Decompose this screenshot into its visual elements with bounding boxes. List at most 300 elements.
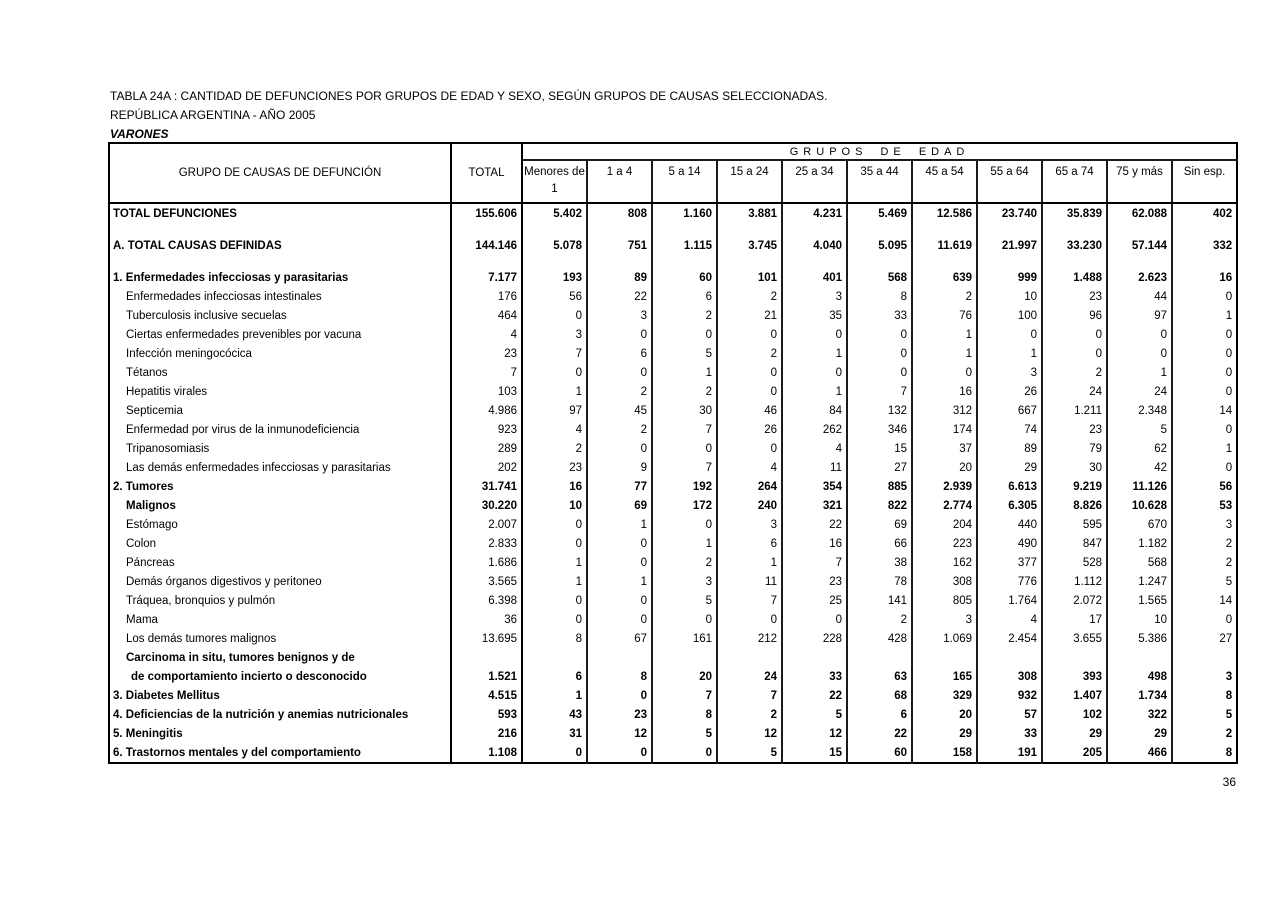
- cell-age-value: 29: [1107, 724, 1172, 743]
- cell-total: [451, 223, 522, 236]
- spacer-row: [109, 223, 1237, 236]
- cell-age-value: 0: [587, 439, 652, 458]
- cell-age-value: 3: [912, 610, 977, 629]
- cell-age-value: 751: [587, 236, 652, 255]
- cell-age-value: 66: [847, 534, 912, 553]
- cell-age-value: 3: [1172, 515, 1237, 534]
- cell-age-value: 30: [1042, 458, 1107, 477]
- cell-age-value: 30: [652, 401, 717, 420]
- cell-age-value: 4.040: [782, 236, 847, 255]
- table-row: [109, 629, 1237, 648]
- cell-age-value: 6: [587, 344, 652, 363]
- table-row: [109, 401, 1237, 420]
- cell-age-value: 191: [977, 743, 1042, 763]
- cell-age-value: [522, 648, 587, 667]
- cell-age-value: 1: [652, 363, 717, 382]
- cell-age-value: 0: [717, 439, 782, 458]
- cell-age-value: 1.565: [1107, 591, 1172, 610]
- cell-age-value: 8: [522, 629, 587, 648]
- cell-age-value: 9: [587, 458, 652, 477]
- cell-age-value: 0: [652, 610, 717, 629]
- cell-age-value: 308: [977, 667, 1042, 686]
- cell-age-value: 10: [1107, 610, 1172, 629]
- cell-total: 103: [451, 382, 522, 401]
- cell-age-value: 12.586: [912, 203, 977, 223]
- cell-total: 176: [451, 287, 522, 306]
- cell-age-value: 20: [912, 705, 977, 724]
- cell-age-value: 76: [912, 306, 977, 325]
- cell-age-value: 8.826: [1042, 496, 1107, 515]
- cell-total: [451, 255, 522, 268]
- cell-age-value: 885: [847, 477, 912, 496]
- cell-age-value: [1042, 223, 1107, 236]
- cell-age-value: 2: [587, 420, 652, 439]
- cell-age-value: 1.069: [912, 629, 977, 648]
- row-label: Las demás enfermedades infecciosas y parasitarias: [126, 461, 391, 474]
- cell-age-value: [717, 223, 782, 236]
- cell-age-value: 2: [652, 382, 717, 401]
- cell-total: 155.606: [451, 203, 522, 223]
- cell-age-value: 999: [977, 268, 1042, 287]
- row-label: Tuberculosis inclusive secuelas: [126, 309, 287, 322]
- cell-total: 923: [451, 420, 522, 439]
- cell-age-value: 15: [782, 743, 847, 763]
- cell-total: [451, 648, 522, 667]
- cell-age-value: 3.881: [717, 203, 782, 223]
- page-number: 36: [1222, 775, 1236, 789]
- cell-age-value: 62.088: [1107, 203, 1172, 223]
- cell-age-value: 35.839: [1042, 203, 1107, 223]
- cell-age-value: 1: [522, 382, 587, 401]
- column-header-age-6: 45 a 54: [912, 160, 977, 203]
- cell-age-value: 2: [587, 382, 652, 401]
- cell-age-value: 1.115: [652, 236, 717, 255]
- cell-age-value: 332: [1172, 236, 1237, 255]
- cell-age-value: 5: [782, 705, 847, 724]
- cell-age-value: 7: [522, 344, 587, 363]
- cell-age-value: 53: [1172, 496, 1237, 515]
- cell-age-value: 2.072: [1042, 591, 1107, 610]
- cell-age-value: 2: [1172, 553, 1237, 572]
- cell-age-value: [977, 648, 1042, 667]
- cell-total: 202: [451, 458, 522, 477]
- cell-age-value: 377: [977, 553, 1042, 572]
- cell-age-value: 14: [1172, 591, 1237, 610]
- cell-age-value: 0: [717, 325, 782, 344]
- cell-age-value: 0: [912, 363, 977, 382]
- cell-total: 2.007: [451, 515, 522, 534]
- cell-age-value: 1.488: [1042, 268, 1107, 287]
- row-label: Ciertas enfermedades prevenibles por vacuna: [126, 328, 362, 341]
- cell-age-value: 0: [847, 325, 912, 344]
- cell-age-value: 0: [587, 534, 652, 553]
- table-row: [109, 458, 1237, 477]
- table-row: [109, 591, 1237, 610]
- cell-age-value: 1: [977, 344, 1042, 363]
- cell-age-value: 8: [847, 287, 912, 306]
- cell-age-value: 1: [912, 325, 977, 344]
- cell-age-value: 6: [847, 705, 912, 724]
- column-header-age-10: Sin esp.: [1172, 160, 1237, 203]
- cell-age-value: 10.628: [1107, 496, 1172, 515]
- cell-age-value: [782, 255, 847, 268]
- cell-age-value: [912, 223, 977, 236]
- cell-age-value: 4: [977, 610, 1042, 629]
- cell-age-value: 0: [522, 515, 587, 534]
- cell-age-value: 0: [587, 363, 652, 382]
- cell-age-value: 595: [1042, 515, 1107, 534]
- cell-age-value: 2: [717, 344, 782, 363]
- table-row: [109, 724, 1237, 743]
- cell-age-value: 43: [522, 705, 587, 724]
- cell-age-value: 22: [847, 724, 912, 743]
- cell-age-value: 568: [847, 268, 912, 287]
- cell-age-value: 1: [1172, 306, 1237, 325]
- cell-age-value: 2.623: [1107, 268, 1172, 287]
- cell-age-value: 24: [1107, 382, 1172, 401]
- row-label: Colon: [126, 537, 157, 550]
- cell-age-value: 100: [977, 306, 1042, 325]
- cell-age-value: 3: [1172, 667, 1237, 686]
- row-label: Carcinoma in situ, tumores benignos y de: [126, 651, 355, 664]
- cell-age-value: 204: [912, 515, 977, 534]
- cell-age-value: 12: [717, 724, 782, 743]
- row-label: [109, 223, 451, 236]
- cell-age-value: 21: [717, 306, 782, 325]
- cell-total: 1.108: [451, 743, 522, 763]
- cell-age-value: [587, 223, 652, 236]
- column-header-age-1: 1 a 4: [587, 160, 652, 203]
- cell-age-value: 805: [912, 591, 977, 610]
- cell-age-value: 354: [782, 477, 847, 496]
- cell-age-value: 33: [977, 724, 1042, 743]
- cell-age-value: 0: [522, 306, 587, 325]
- cell-age-value: 2: [652, 306, 717, 325]
- column-header-age-2: 5 a 14: [652, 160, 717, 203]
- table-row: [109, 420, 1237, 439]
- table-row: [109, 382, 1237, 401]
- cell-age-value: 1.247: [1107, 572, 1172, 591]
- table-row: [109, 705, 1237, 724]
- cell-age-value: 5.386: [1107, 629, 1172, 648]
- cell-age-value: 1: [1172, 439, 1237, 458]
- cell-age-value: 0: [587, 325, 652, 344]
- column-header-age-0: Menores de 1: [522, 160, 587, 203]
- cell-age-value: 205: [1042, 743, 1107, 763]
- table-row: [109, 648, 1237, 667]
- cell-age-value: 6.613: [977, 477, 1042, 496]
- cell-age-value: 9.219: [1042, 477, 1107, 496]
- row-label: 5. Meningitis: [113, 727, 183, 740]
- cell-age-value: 0: [522, 591, 587, 610]
- cell-age-value: 847: [1042, 534, 1107, 553]
- cell-age-value: 12: [587, 724, 652, 743]
- row-label: Infección meningocócica: [126, 347, 252, 360]
- cell-age-value: 7: [717, 591, 782, 610]
- cell-age-value: 3: [587, 306, 652, 325]
- cell-age-value: 5: [652, 344, 717, 363]
- row-label: Hepatitis virales: [126, 385, 208, 398]
- cell-total: 7: [451, 363, 522, 382]
- cell-age-value: 5.078: [522, 236, 587, 255]
- cell-age-value: 62: [1107, 439, 1172, 458]
- cell-age-value: 17: [1042, 610, 1107, 629]
- cell-total: 31.741: [451, 477, 522, 496]
- cell-age-value: 89: [977, 439, 1042, 458]
- cell-age-value: 97: [1107, 306, 1172, 325]
- cell-age-value: 20: [912, 458, 977, 477]
- cell-total: 464: [451, 306, 522, 325]
- cell-age-value: [912, 255, 977, 268]
- cell-age-value: 0: [522, 610, 587, 629]
- cell-age-value: 667: [977, 401, 1042, 420]
- cell-age-value: 0: [782, 363, 847, 382]
- cell-age-value: 5.402: [522, 203, 587, 223]
- cell-age-value: 8: [1172, 686, 1237, 705]
- row-label: 4. Deficiencias de la nutrición y anemias nutricionales: [113, 708, 409, 721]
- cell-age-value: 79: [1042, 439, 1107, 458]
- table-row: [109, 344, 1237, 363]
- cell-age-value: 0: [652, 325, 717, 344]
- cell-age-value: 3.745: [717, 236, 782, 255]
- cell-age-value: 528: [1042, 553, 1107, 572]
- cell-age-value: 5: [1172, 572, 1237, 591]
- table-body: [109, 203, 1237, 763]
- cell-total: 593: [451, 705, 522, 724]
- cell-age-value: 26: [977, 382, 1042, 401]
- cell-total: 1.521: [451, 667, 522, 686]
- cell-age-value: 639: [912, 268, 977, 287]
- cell-age-value: [847, 255, 912, 268]
- cell-age-value: 440: [977, 515, 1042, 534]
- cell-age-value: 264: [717, 477, 782, 496]
- cell-age-value: 0: [522, 534, 587, 553]
- table-header: [109, 143, 1237, 203]
- cell-age-value: 1: [782, 344, 847, 363]
- cell-age-value: 63: [847, 667, 912, 686]
- cell-age-value: [1172, 255, 1237, 268]
- cell-age-value: 2.939: [912, 477, 977, 496]
- cell-age-value: 2: [912, 287, 977, 306]
- cell-age-value: 0: [977, 325, 1042, 344]
- table-row: [109, 268, 1237, 287]
- cell-total: 36: [451, 610, 522, 629]
- cell-age-value: 0: [1042, 325, 1107, 344]
- cell-age-value: 23: [522, 458, 587, 477]
- cell-total: 1.686: [451, 553, 522, 572]
- cell-age-value: [587, 255, 652, 268]
- cell-age-value: 401: [782, 268, 847, 287]
- cell-age-value: 0: [522, 743, 587, 763]
- cell-age-value: 16: [782, 534, 847, 553]
- cell-age-value: 23: [1042, 287, 1107, 306]
- cell-total: 7.177: [451, 268, 522, 287]
- cell-age-value: 12: [782, 724, 847, 743]
- cell-age-value: 161: [652, 629, 717, 648]
- row-label: Páncreas: [126, 556, 175, 569]
- cell-age-value: 0: [847, 344, 912, 363]
- cell-age-value: 0: [587, 686, 652, 705]
- cell-age-value: 22: [587, 287, 652, 306]
- cell-age-value: 262: [782, 420, 847, 439]
- table-row: [109, 439, 1237, 458]
- row-label: [109, 255, 451, 268]
- table-row: [109, 203, 1237, 223]
- cell-age-value: 77: [587, 477, 652, 496]
- cell-age-value: 2: [847, 610, 912, 629]
- cell-age-value: 321: [782, 496, 847, 515]
- cell-age-value: 0: [587, 610, 652, 629]
- cell-age-value: [847, 648, 912, 667]
- cell-age-value: 33: [782, 667, 847, 686]
- table-row: [109, 325, 1237, 344]
- cell-age-value: 22: [782, 515, 847, 534]
- cell-age-value: 5: [652, 591, 717, 610]
- cell-age-value: 4: [782, 439, 847, 458]
- cell-age-value: 68: [847, 686, 912, 705]
- cell-total: 144.146: [451, 236, 522, 255]
- cell-age-value: 1.764: [977, 591, 1042, 610]
- cell-age-value: [522, 255, 587, 268]
- cell-total: 30.220: [451, 496, 522, 515]
- column-header-total: TOTAL: [451, 143, 522, 203]
- cell-age-value: [717, 648, 782, 667]
- cell-age-value: 29: [977, 458, 1042, 477]
- cell-age-value: 42: [1107, 458, 1172, 477]
- cell-age-value: 57.144: [1107, 236, 1172, 255]
- cell-age-value: 0: [1172, 344, 1237, 363]
- cell-age-value: 96: [1042, 306, 1107, 325]
- column-header-age-9: 75 y más: [1107, 160, 1172, 203]
- row-label: Los demás tumores malignos: [126, 632, 277, 645]
- cell-age-value: 0: [587, 743, 652, 763]
- cell-age-value: [1107, 255, 1172, 268]
- cell-age-value: 132: [847, 401, 912, 420]
- cell-age-value: 78: [847, 572, 912, 591]
- cell-age-value: 20: [652, 667, 717, 686]
- cell-total: 23: [451, 344, 522, 363]
- cell-age-value: 568: [1107, 553, 1172, 572]
- cell-age-value: 4.231: [782, 203, 847, 223]
- cell-age-value: 102: [1042, 705, 1107, 724]
- cell-age-value: 498: [1107, 667, 1172, 686]
- cell-age-value: 74: [977, 420, 1042, 439]
- row-label: Tripanosomiasis: [126, 442, 210, 455]
- cell-age-value: 1: [717, 553, 782, 572]
- cell-age-value: 402: [1172, 203, 1237, 223]
- cell-age-value: 67: [587, 629, 652, 648]
- row-label: Estómago: [126, 518, 178, 531]
- cell-age-value: 0: [1172, 382, 1237, 401]
- cell-age-value: 312: [912, 401, 977, 420]
- cell-age-value: 165: [912, 667, 977, 686]
- table-row: [109, 534, 1237, 553]
- cell-age-value: 24: [717, 667, 782, 686]
- cell-age-value: [1107, 648, 1172, 667]
- cell-age-value: [977, 255, 1042, 268]
- cell-age-value: 0: [1172, 610, 1237, 629]
- age-groups-banner: GRUPOS DE EDAD: [522, 143, 1237, 160]
- table-row: [109, 496, 1237, 515]
- cell-age-value: 7: [847, 382, 912, 401]
- cell-age-value: 1: [652, 534, 717, 553]
- cell-age-value: 16: [912, 382, 977, 401]
- mortality-table: [108, 142, 1238, 764]
- cell-age-value: 7: [652, 458, 717, 477]
- cell-age-value: 2: [652, 553, 717, 572]
- cell-age-value: [1042, 255, 1107, 268]
- cell-age-value: 1.160: [652, 203, 717, 223]
- column-header-age-3: 15 a 24: [717, 160, 782, 203]
- cell-age-value: 24: [1042, 382, 1107, 401]
- row-label: Mama: [126, 613, 158, 626]
- column-header-causes: GRUPO DE CAUSAS DE DEFUNCIÓN: [109, 143, 451, 203]
- cell-age-value: 14: [1172, 401, 1237, 420]
- row-label: Septicemia: [126, 404, 183, 417]
- cell-age-value: 33.230: [1042, 236, 1107, 255]
- cell-age-value: 5.095: [847, 236, 912, 255]
- column-header-age-7: 55 a 64: [977, 160, 1042, 203]
- cell-age-value: 822: [847, 496, 912, 515]
- cell-age-value: 0: [717, 610, 782, 629]
- cell-age-value: 6.305: [977, 496, 1042, 515]
- cell-age-value: 29: [912, 724, 977, 743]
- cell-age-value: 8: [1172, 743, 1237, 763]
- cell-age-value: 0: [1042, 344, 1107, 363]
- cell-age-value: 27: [1172, 629, 1237, 648]
- cell-age-value: 466: [1107, 743, 1172, 763]
- cell-age-value: 0: [717, 363, 782, 382]
- column-header-age-8: 65 a 74: [1042, 160, 1107, 203]
- cell-age-value: 8: [587, 667, 652, 686]
- cell-age-value: 322: [1107, 705, 1172, 724]
- cell-age-value: 16: [522, 477, 587, 496]
- cell-age-value: 5: [652, 724, 717, 743]
- table-row: [109, 572, 1237, 591]
- cell-age-value: 1: [522, 686, 587, 705]
- cell-total: 4.986: [451, 401, 522, 420]
- table-row: [109, 287, 1237, 306]
- cell-age-value: 2: [1042, 363, 1107, 382]
- cell-age-value: 31: [522, 724, 587, 743]
- cell-age-value: 670: [1107, 515, 1172, 534]
- cell-age-value: 0: [652, 439, 717, 458]
- table-row: [109, 515, 1237, 534]
- cell-age-value: 212: [717, 629, 782, 648]
- cell-age-value: 5.469: [847, 203, 912, 223]
- table-subtitle: REPÚBLICA ARGENTINA - AÑO 2005: [110, 108, 316, 122]
- cell-age-value: 4: [717, 458, 782, 477]
- cell-age-value: [522, 223, 587, 236]
- cell-age-value: 2: [717, 287, 782, 306]
- cell-age-value: 3: [522, 325, 587, 344]
- cell-age-value: 3: [652, 572, 717, 591]
- cell-age-value: 158: [912, 743, 977, 763]
- cell-age-value: 69: [847, 515, 912, 534]
- table-row: [109, 236, 1237, 255]
- cell-age-value: 6: [717, 534, 782, 553]
- table-row: [109, 743, 1237, 763]
- cell-age-value: [1172, 648, 1237, 667]
- cell-age-value: 240: [717, 496, 782, 515]
- cell-age-value: [782, 223, 847, 236]
- cell-age-value: [652, 648, 717, 667]
- cell-age-value: [652, 255, 717, 268]
- table-row: [109, 610, 1237, 629]
- cell-age-value: 0: [652, 515, 717, 534]
- cell-age-value: 37: [912, 439, 977, 458]
- row-label: A. TOTAL CAUSAS DEFINIDAS: [113, 239, 282, 252]
